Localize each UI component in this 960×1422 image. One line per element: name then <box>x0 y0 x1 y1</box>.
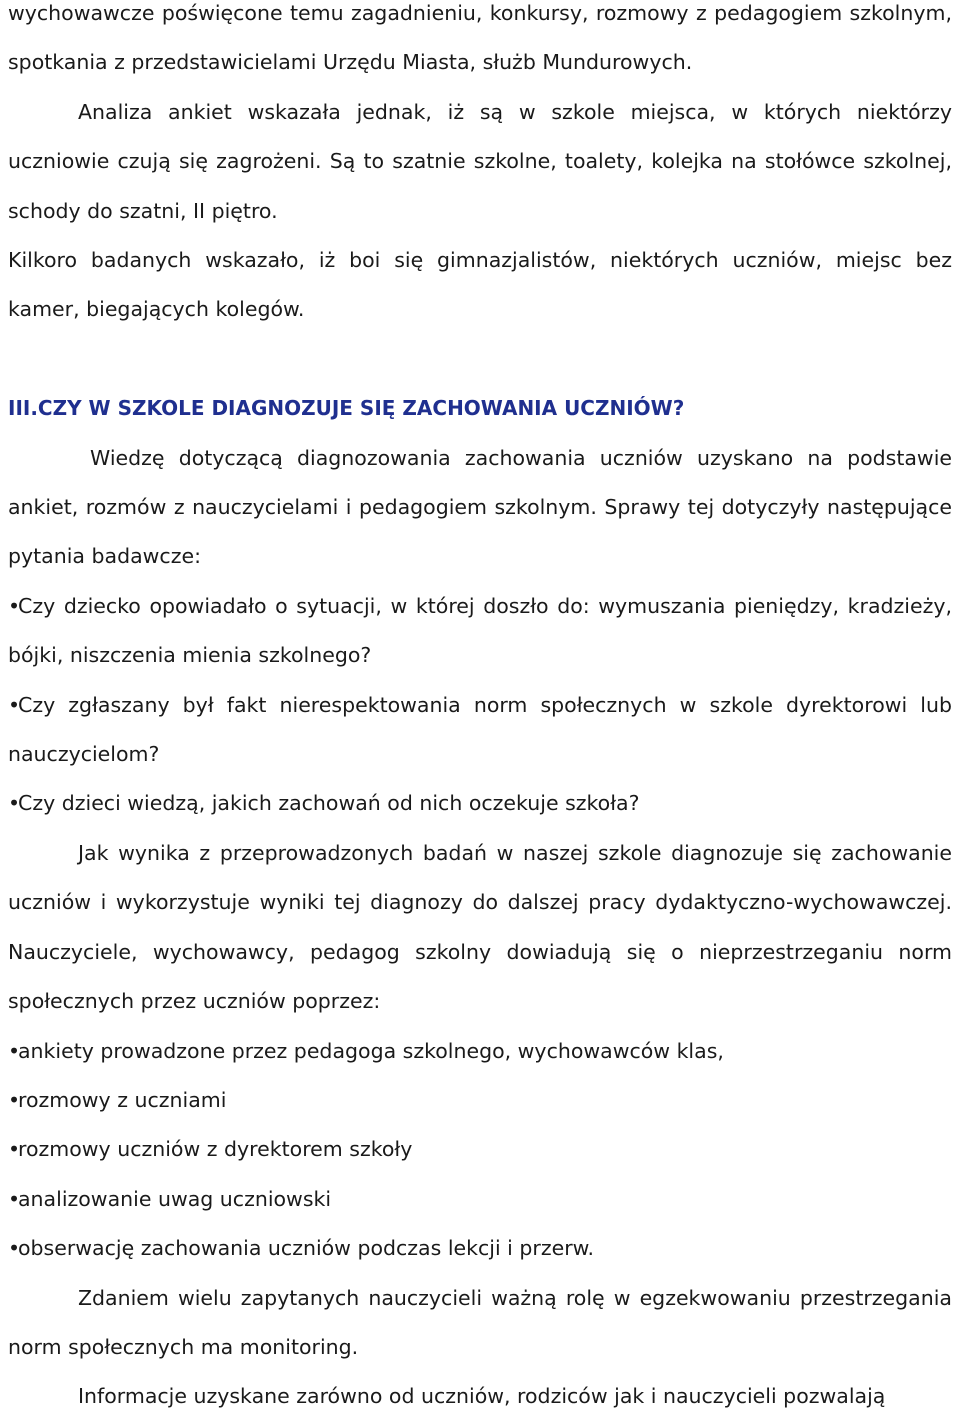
paragraph-information: Informacje uzyskane zarówno od uczniów, rodziców jak i nauczycieli pozwalają <box>78 1384 886 1409</box>
method-item: • analizowanie uwag uczniowski <box>8 1175 952 1224</box>
question-item: • Czy zgłaszany był fakt nierespektowania norm społecznych w szkole dyrektorowi lub nauczycielom? <box>8 681 952 780</box>
method-item: • rozmowy uczniów z dyrektorem szkoły <box>8 1125 952 1174</box>
paragraph-fears: Kilkoro badanych wskazało, iż boi się gimnazjalistów, niektórych uczniów, miejsc bez kamer, biegających kolegów. <box>8 248 952 322</box>
paragraph-monitoring: Zdaniem wielu zapytanych nauczycieli ważną rolę w egzekwowaniu przestrzegania norm społecznych ma monitoring. <box>8 1285 952 1359</box>
paragraph-survey-analysis: Analiza ankiet wskazała jednak, iż są w szkole miejsca, w których niektórzy uczniowie czują się zagrożeni. Są to szatnie szkolne, toalety, kolejka na stołówce szkolnej, schody do szatni, II piętro. <box>8 99 952 223</box>
question-item: • Czy dzieci wiedzą, jakich zachowań od nich oczekuje szkoła? <box>8 779 952 828</box>
method-item: • ankiety prowadzone przez pedagoga szkolnego, wychowawców klas, <box>8 1027 952 1076</box>
paragraph-continuation: wychowawcze poświęcone temu zagadnieniu, konkursy, rozmowy z pedagogiem szkolnym, spotkania z przedstawicielami Urzędu Miasta, służb Mundurowych. <box>8 1 952 75</box>
question-item: • Czy dziecko opowiadało o sytuacji, w której doszło do: wymuszania pieniędzy, kradzieży, bójki, niszczenia mienia szkolnego? <box>8 582 952 681</box>
section-heading: III.CZY W SZKOLE DIAGNOZUJE SIĘ ZACHOWANIA UCZNIÓW? <box>8 396 685 421</box>
paragraph-diagnosis-intro: Wiedzę dotyczącą diagnozowania zachowania uczniów uzyskano na podstawie ankiet, rozmów z nauczycielami i pedagogiem szkolnym. Sprawy tej dotyczyły następujące pytania badawcze: <box>8 445 952 569</box>
method-item: • obserwację zachowania uczniów podczas lekcji i przerw. <box>8 1224 952 1273</box>
method-item: • rozmowy z uczniami <box>8 1076 952 1125</box>
document-page <box>8 0 952 1422</box>
paragraph-research-results: Jak wynika z przeprowadzonych badań w naszej szkole diagnozuje się zachowanie uczniów i wykorzystuje wyniki tej diagnozy do dalszej pracy dydaktyczno-wychowawczej. Nauczyciele, wychowawcy, pedagog szkolny dowiadują się o nieprzestrzeganiu norm społecznych przez uczniów poprzez: <box>8 840 952 1014</box>
